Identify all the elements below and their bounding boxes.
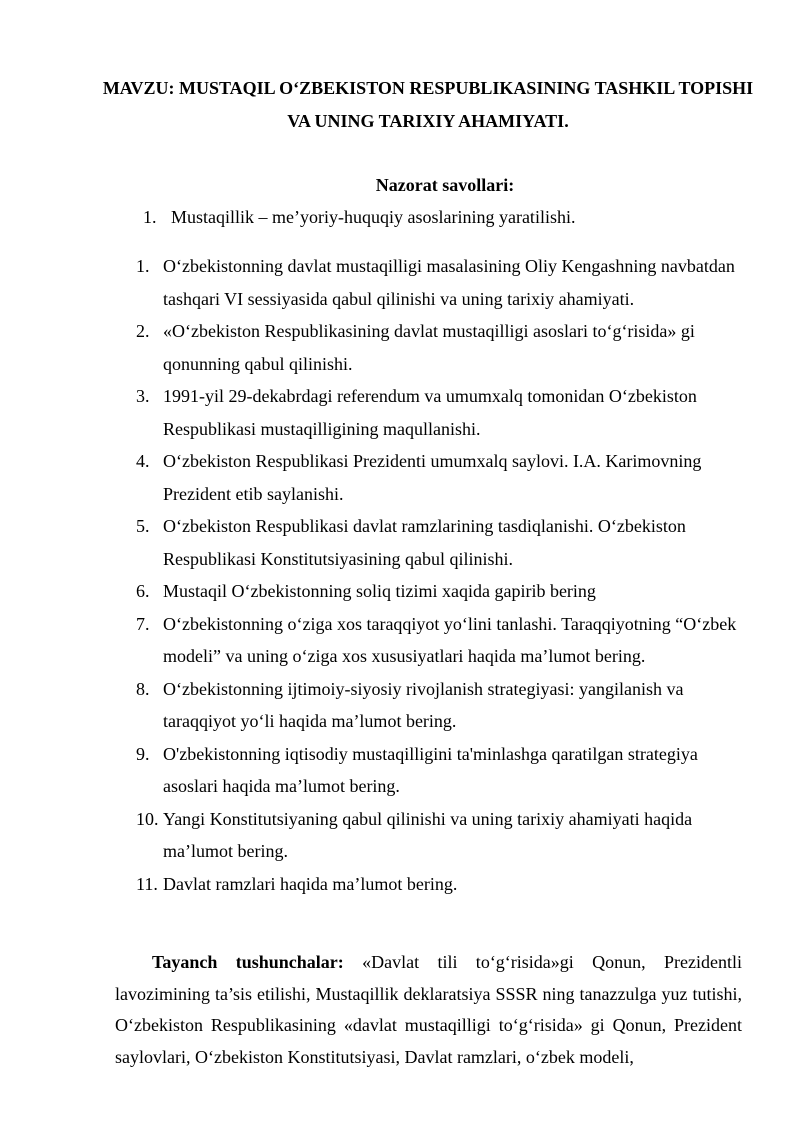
- list-item: [136, 608, 756, 673]
- list-item-number: 1.: [136, 256, 150, 276]
- list-item-number: 4.: [136, 451, 150, 471]
- list-item: [136, 575, 756, 608]
- list-item-text: «O‘zbekiston Respublikasining davlat mustaqilligi asoslari to‘g‘risida» gi qonunning qabul qilinishi.: [163, 321, 695, 374]
- list-item: [136, 738, 756, 803]
- key-concepts-paragraph: [115, 947, 742, 1073]
- list-item: [136, 380, 756, 445]
- list-item: [136, 868, 756, 901]
- questions-list: [136, 250, 756, 900]
- list-item-text: O‘zbekiston Respublikasi davlat ramzlarining tasdiqlanishi. O‘zbekiston Respublikasi Konstitutsiyasining qabul qilinishi.: [163, 516, 686, 569]
- questions-heading: Nazorat savollari:: [375, 175, 515, 195]
- list-item-text: O‘zbekiston Respublikasi Prezidenti umumxalq saylovi. I.A. Karimovning Prezident etib saylanishi.: [163, 451, 702, 504]
- list-item: [136, 510, 756, 575]
- list-item-number: 2.: [136, 321, 150, 341]
- list-item-text: Yangi Konstitutsiyaning qabul qilinishi va uning tarixiy ahamiyati haqida ma’lumot bering.: [163, 808, 693, 861]
- list-item: [136, 315, 756, 380]
- list-item-text: 1991-yil 29-dekabrdagi referendum va umumxalq tomonidan O‘zbekiston Respublikasi mustaqilligining maqullanishi.: [163, 386, 697, 439]
- list-item-text: Davlat ramzlari haqida ma’lumot bering.: [163, 873, 458, 894]
- list-item-number: 10.: [136, 808, 159, 829]
- list-item: [136, 445, 756, 510]
- list-item: [136, 803, 756, 868]
- list-item-number: 7.: [136, 613, 150, 634]
- list-item: [136, 250, 756, 315]
- key-concepts-label: Tayanch tushunchalar:: [152, 952, 344, 972]
- list-item-text: O'zbekistonning iqtisodiy mustaqilligini ta'minlashga qaratilgan strategiya asoslari haqida ma’lumot bering.: [163, 743, 698, 796]
- list-item-number: 9.: [136, 743, 150, 764]
- list-item: [136, 673, 756, 738]
- first-item-number: 1.: [143, 207, 157, 227]
- list-item-text: O‘zbekistonning ijtimoiy-siyosiy rivojlanish strategiyasi: yangilanish va taraqqiyot yo‘li haqida ma’lumot bering.: [163, 678, 684, 731]
- list-item-number: 11.: [136, 873, 158, 894]
- list-item-number: 5.: [136, 516, 150, 536]
- page-title: MAVZU: MUSTAQIL O‘ZBEKISTON RESPUBLIKASINING TASHKIL TOPISHI VA UNING TARIXIY AHAMIYATI.: [102, 78, 754, 131]
- list-item-number: 6.: [136, 581, 150, 601]
- list-item-number: 3.: [136, 386, 150, 406]
- list-item-text: Mustaqil O‘zbekistonning soliq tizimi xaqida gapirib bering: [163, 581, 596, 601]
- list-item-text: O‘zbekistonning o‘ziga xos taraqqiyot yo‘lini tanlashi. Taraqqiyotning “O‘zbek modeli” va uning o‘ziga xos xususiyatlari haqida ma’lumot bering.: [163, 613, 737, 666]
- list-item-text: O‘zbekistonning davlat mustaqilligi masalasining Oliy Kengashning navbatdan tashqari VI sessiyasida qabul qilinishi va uning tarixiy ahamiyati.: [163, 256, 735, 309]
- first-item-text: Mustaqillik – me’yoriy-huquqiy asoslarining yaratilishi.: [171, 207, 576, 227]
- list-item-number: 8.: [136, 678, 150, 699]
- key-concepts-text: «Davlat tili to‘g‘risida»gi Qonun, Prezidentli lavozimining ta’sis etilishi, Mustaqillik deklaratsiya SSSR ning tanazzulga yuz tutishi, O‘zbekiston Respublikasining «davlat mustaqilligi to‘g‘risida» gi Qonun, Prezident saylovlari, O‘zbekiston Konstitutsiyasi, Davlat ramzlari, o‘zbek modeli,: [115, 952, 742, 1067]
- first-list-item: [143, 204, 575, 230]
